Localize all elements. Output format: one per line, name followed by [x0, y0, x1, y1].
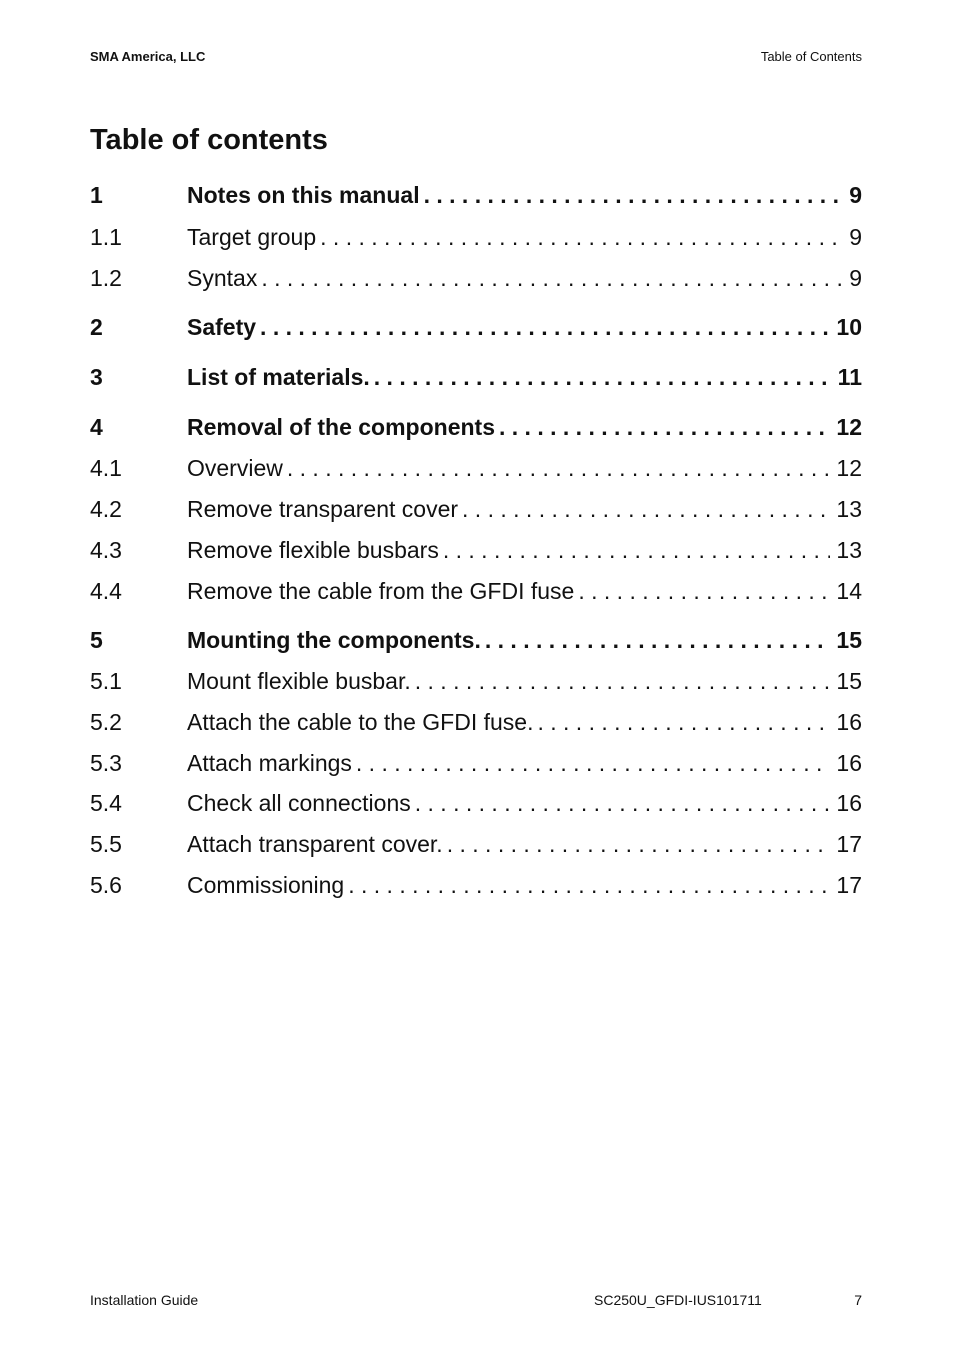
toc-entry-label: Commissioning — [187, 872, 345, 898]
toc-entry-page: 13 — [836, 537, 862, 563]
toc-entry-number: 2 — [90, 314, 103, 340]
footer-doc-code: SC250U_GFDI-IUS101711 — [594, 1292, 762, 1308]
toc-entry-label: Overview — [187, 455, 283, 481]
toc-entry-number: 5 — [90, 627, 103, 653]
toc-entry-1[interactable] — [90, 179, 862, 211]
dot-leader — [320, 221, 843, 253]
toc-entry-4-4[interactable] — [90, 575, 862, 607]
dot-leader — [261, 262, 843, 294]
toc-entry-2[interactable] — [90, 311, 862, 343]
dot-leader — [260, 311, 830, 343]
toc-entry-number: 1.2 — [90, 265, 122, 291]
dot-leader — [374, 361, 832, 393]
dot-leader — [485, 624, 831, 656]
toc-entry-1-1[interactable] — [90, 221, 862, 253]
toc-entry-label: Remove the cable from the GFDI fuse — [187, 578, 575, 604]
toc-entry-4-1[interactable] — [90, 452, 862, 484]
toc-entry-page: 12 — [836, 455, 862, 481]
toc-entry-number: 5.5 — [90, 831, 122, 857]
toc-entry-label: Target group — [187, 224, 317, 250]
toc-entry-number: 5.1 — [90, 668, 122, 694]
dot-leader — [537, 706, 830, 738]
toc-entry-5-1[interactable] — [90, 665, 862, 697]
footer-page-number: 7 — [854, 1292, 862, 1308]
dot-leader — [424, 179, 844, 211]
toc-entry-label: Remove flexible busbars — [187, 537, 439, 563]
toc-entry-page: 16 — [836, 790, 862, 816]
toc-entry-number: 4.1 — [90, 455, 122, 481]
toc-entry-number: 5.6 — [90, 872, 122, 898]
toc-entry-label: Syntax — [187, 265, 258, 291]
toc-entry-number: 4.4 — [90, 578, 122, 604]
dot-leader — [287, 452, 831, 484]
toc-entry-4[interactable] — [90, 411, 862, 443]
dot-leader — [356, 747, 831, 779]
toc-entry-5-6[interactable] — [90, 869, 862, 901]
toc-entry-3[interactable] — [90, 361, 862, 393]
toc-entry-number: 5.2 — [90, 709, 122, 735]
dot-leader — [462, 493, 830, 525]
toc-entry-page: 16 — [836, 709, 862, 735]
toc-entry-5-3[interactable] — [90, 747, 862, 779]
dot-leader — [447, 828, 831, 860]
toc-entry-label: Mounting the components. — [187, 627, 481, 653]
toc-entry-5-2[interactable] — [90, 706, 862, 738]
toc-entry-label: Notes on this manual — [187, 182, 420, 208]
toc-entry-5-4[interactable] — [90, 787, 862, 819]
dot-leader — [578, 575, 830, 607]
toc-entry-page: 9 — [849, 265, 862, 291]
toc-entry-4-3[interactable] — [90, 534, 862, 566]
toc-entry-label: Safety — [187, 314, 257, 340]
toc-entry-4-2[interactable] — [90, 493, 862, 525]
toc-entry-page: 16 — [836, 750, 862, 776]
toc-entry-5[interactable] — [90, 624, 862, 656]
toc-entry-page: 17 — [836, 831, 862, 857]
dot-leader — [499, 411, 830, 443]
toc-entry-page: 15 — [836, 627, 862, 653]
toc-entry-label: List of materials. — [187, 364, 370, 390]
toc-entry-label: Attach the cable to the GFDI fuse. — [187, 709, 534, 735]
toc-entry-page: 12 — [836, 414, 862, 440]
header-section: Table of Contents — [760, 49, 862, 64]
toc-entry-5-5[interactable] — [90, 828, 862, 860]
dot-leader — [443, 534, 831, 566]
page-title: Table of contents — [90, 124, 328, 156]
toc-entry-page: 9 — [849, 182, 862, 208]
header-company: SMA America, LLC — [90, 49, 206, 64]
toc-entry-page: 17 — [836, 872, 862, 898]
toc-entry-1-2[interactable] — [90, 262, 862, 294]
toc-entry-number: 4.3 — [90, 537, 122, 563]
toc-entry-label: Remove transparent cover — [187, 496, 459, 522]
toc-entry-label: Attach transparent cover. — [187, 831, 443, 857]
toc-entry-page: 9 — [849, 224, 862, 250]
toc-entry-page: 13 — [836, 496, 862, 522]
toc-entry-label: Removal of the components — [187, 414, 495, 440]
toc-entry-number: 4.2 — [90, 496, 122, 522]
footer-doc-type: Installation Guide — [90, 1292, 199, 1308]
toc-entry-page: 10 — [836, 314, 862, 340]
dot-leader — [348, 869, 830, 901]
toc-entry-number: 1.1 — [90, 224, 122, 250]
toc-entry-number: 3 — [90, 364, 103, 390]
toc-entry-page: 14 — [836, 578, 862, 604]
toc-entry-label: Attach markings — [187, 750, 352, 776]
toc-entry-number: 1 — [90, 182, 103, 208]
toc-entry-number: 5.4 — [90, 790, 122, 816]
dot-leader — [415, 665, 831, 697]
toc-entry-number: 4 — [90, 414, 103, 440]
dot-leader — [415, 787, 831, 819]
toc-entry-number: 5.3 — [90, 750, 122, 776]
toc-entry-page: 11 — [837, 364, 862, 390]
toc-entry-label: Check all connections — [187, 790, 411, 816]
toc-entry-page: 15 — [836, 668, 862, 694]
toc-entry-label: Mount flexible busbar. — [187, 668, 411, 694]
